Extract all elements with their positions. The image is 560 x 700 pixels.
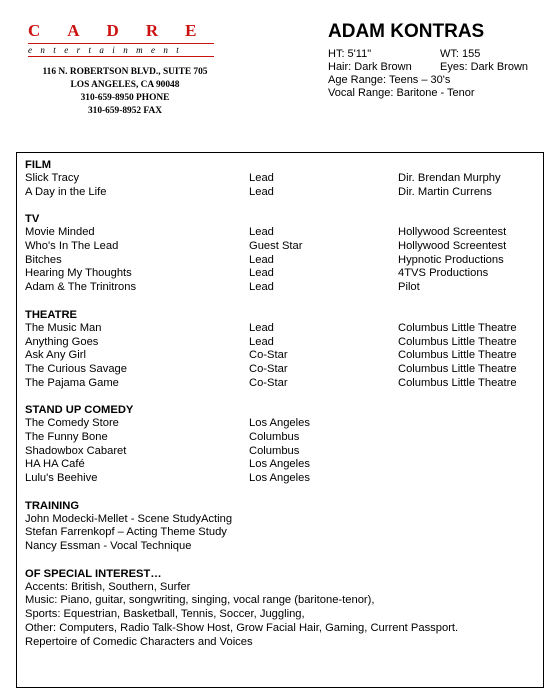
venue-name: The Comedy Store [25,417,119,430]
credit-row [25,377,537,391]
credit-title: Anything Goes [25,335,99,348]
venue-name: HA HA Café [25,458,85,471]
credit-title: Slick Tracy [25,172,80,184]
actor-age-range: Age Range: Teens – 30's [328,74,451,86]
credit-role: Lead [249,321,274,334]
credit-company: Dir. Martin Currens [398,185,492,198]
credit-row [25,322,537,336]
address-phone: 310-659-8950 PHONE [80,93,170,103]
section-title-training: TRAINING [25,499,80,512]
credit-role: Lead [249,185,274,198]
credit-role: Lead [249,226,274,239]
venue-name: The Funny Bone [25,430,108,443]
credit-row [25,267,537,281]
credit-title: Adam & The Trinitrons [25,281,137,294]
credit-row [25,336,537,350]
credit-company: Columbus Little Theatre [398,349,517,362]
special-line: Music: Piano, guitar, songwriting, singing, vocal range (baritone-tenor), [25,594,375,607]
credit-company: Hollywood Screentest [398,226,507,239]
venue-city: Columbus [249,444,300,457]
credit-title: Bitches [25,253,62,266]
credit-role: Guest Star [249,240,303,253]
height-weight-row [328,48,553,61]
credit-row [25,172,537,186]
section-title-film: FILM [25,159,52,171]
hair-eyes-row [328,61,553,74]
credit-row [25,281,537,295]
special-line: Accents: British, Southern, Surfer [25,580,191,593]
address-street: 116 N. ROBERTSON BLVD., SUITE 705 [42,67,208,77]
credit-title: The Music Man [25,321,102,334]
training-line: Nancy Essman - Vocal Technique [25,540,192,553]
venue-name: Lulu's Beehive [25,472,98,484]
credit-row [25,240,537,254]
credit-company: Columbus Little Theatre [398,335,517,348]
venue-row [25,458,537,472]
credit-company: Hollywood Screentest [398,240,507,253]
agency-logo [28,21,224,57]
credit-row [25,363,537,377]
credit-company: Hypnotic Productions [398,253,504,266]
section-title-theatre: THEATRE [25,308,77,321]
credit-title: Ask Any Girl [25,349,86,362]
credit-row [25,349,537,363]
section-title-standup: STAND UP COMEDY [25,404,134,417]
logo-rule-top [28,43,214,44]
credit-row [25,226,537,240]
section-title-special: OF SPECIAL INTEREST… [25,567,162,580]
credit-role: Lead [249,253,274,266]
credit-role: Co-Star [249,362,288,375]
credit-title: Movie Minded [25,226,95,239]
credit-title: Who's In The Lead [25,240,119,253]
credit-company: Columbus Little Theatre [398,376,517,389]
resume-box [16,152,544,688]
credit-role: Lead [249,335,274,348]
credit-company: 4TVS Productions [398,267,489,280]
credit-role: Lead [249,267,274,280]
special-line: Repertoire of Comedic Characters and Voices [25,635,253,648]
special-line: Other: Computers, Radio Talk-Show Host, Grow Facial Hair, Gaming, Current Passport. [25,621,459,634]
credit-title: The Pajama Game [25,376,119,389]
address-fax: 310-659-8952 FAX [87,106,163,116]
actor-eyes: Eyes: Dark Brown [440,61,529,73]
venue-city: Los Angeles [249,417,310,430]
venue-row [25,431,537,445]
venue-row [25,417,537,431]
section-title-tv: TV [25,213,40,226]
logo-rule-bottom [28,56,214,57]
credit-company: Pilot [398,281,420,294]
training-line: John Modecki-Mellet - Scene StudyActing [25,512,233,525]
venue-name: Shadowbox Cabaret [25,444,127,457]
actor-vocal-range: Vocal Range: Baritone - Tenor [328,87,475,99]
actor-hair: Hair: Dark Brown [328,61,412,73]
venue-city: Columbus [249,430,300,443]
actor-weight: WT: 155 [440,48,481,60]
credit-role: Co-Star [249,349,288,362]
agency-subname: entertainment [28,45,188,55]
credit-role: Lead [249,172,274,184]
venue-row [25,472,537,486]
address-city: LOS ANGELES, CA 90048 [70,80,180,90]
venue-row [25,445,537,459]
agency-name: CADRE [28,21,224,40]
credit-row [25,186,537,200]
credit-title: Hearing My Thoughts [25,267,132,280]
training-line: Stefan Farrenkopf – Acting Theme Study [25,526,227,539]
resume-content [25,158,537,649]
credit-row [25,254,537,268]
special-line: Sports: Equestrian, Basketball, Tennis, Soccer, Juggling, [25,608,305,621]
credit-role: Lead [249,281,274,294]
credit-title: The Curious Savage [25,362,127,375]
actor-name: ADAM KONTRAS [328,21,485,42]
venue-city: Los Angeles [249,458,310,471]
credit-company: Columbus Little Theatre [398,321,517,334]
credit-company: Columbus Little Theatre [398,362,517,375]
credit-company: Dir. Brendan Murphy [398,172,501,184]
credit-title: A Day in the Life [25,185,107,198]
agency-address [20,66,230,118]
venue-city: Los Angeles [249,472,310,484]
actor-height: HT: 5'11" [328,48,372,60]
actor-info [328,20,553,100]
credit-role: Co-Star [249,376,288,389]
